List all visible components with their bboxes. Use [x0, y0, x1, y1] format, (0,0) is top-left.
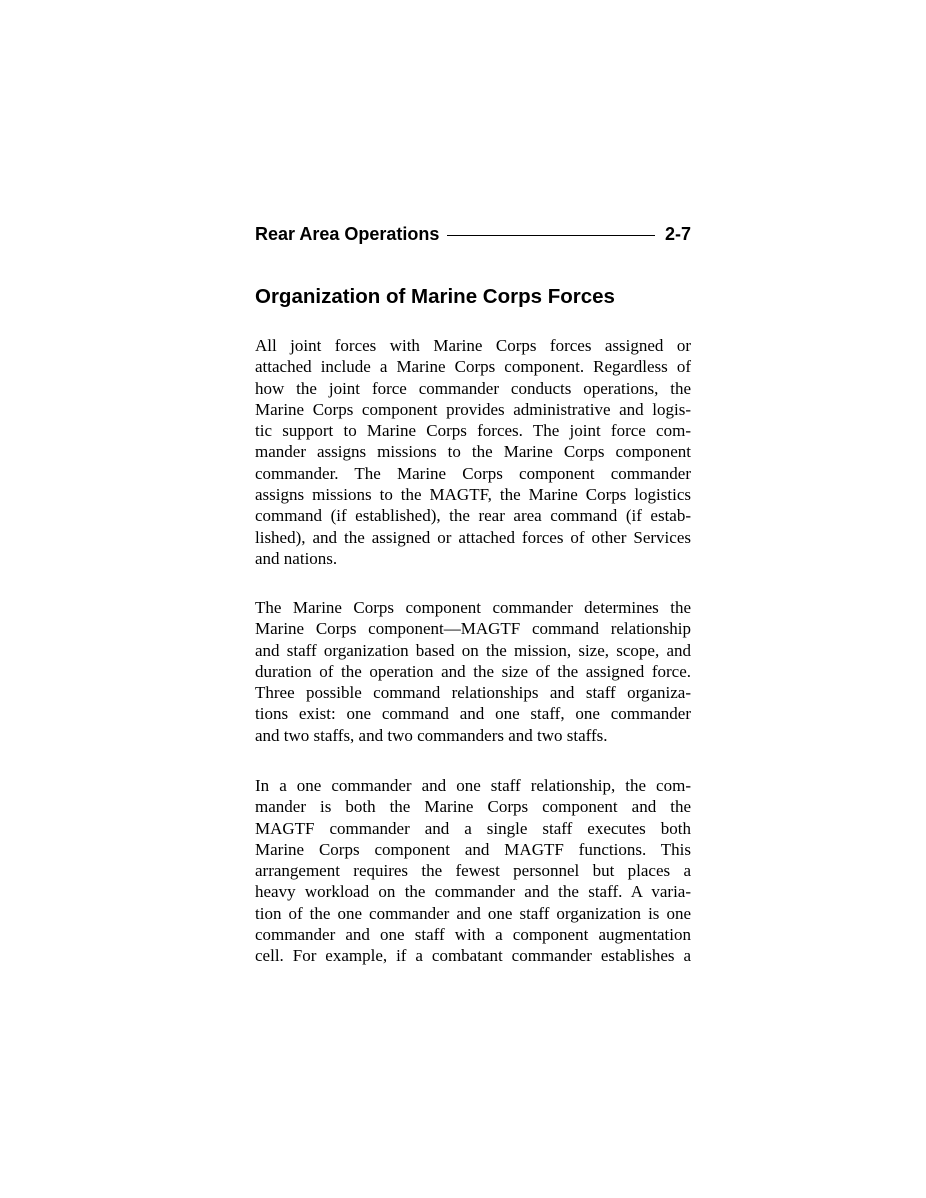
paragraph-line: The Marine Corps component commander determines the	[255, 598, 691, 617]
running-header	[255, 222, 691, 246]
paragraph-line: mander is both the Marine Corps component and the	[255, 797, 691, 817]
paragraph-2	[255, 597, 691, 746]
paragraph-line: mander assigns missions to the Marine Corps component	[255, 442, 691, 462]
paragraph-line: Three possible command relationships and staff organiza-	[255, 683, 691, 703]
running-header-title: Rear Area Operations	[255, 223, 440, 244]
paragraph-line: assigns missions to the MAGTF, the Marine Corps logistics	[255, 485, 691, 505]
paragraph-1	[255, 335, 691, 569]
paragraph-line: attached include a Marine Corps component. Regardless of	[255, 357, 691, 377]
paragraph-line: MAGTF commander and a single staff executes both	[255, 818, 691, 838]
paragraph-line: In a one commander and one staff relationship, the com-	[255, 776, 691, 795]
paragraph-line: how the joint force commander conducts operations, the	[255, 378, 691, 398]
paragraph-line: heavy workload on the commander and the staff. A varia-	[255, 882, 691, 902]
header-rule	[447, 235, 655, 236]
paragraph-line: tions exist: one command and one staff, one commander	[255, 704, 691, 724]
paragraph-line: duration of the operation and the size of the assigned force.	[255, 661, 691, 681]
paragraph-3	[255, 775, 691, 967]
paragraph-line: commander. The Marine Corps component commander	[255, 463, 691, 483]
paragraph-line: tion of the one commander and one staff organization is one	[255, 903, 691, 923]
paragraph-line: Marine Corps component provides administrative and logis-	[255, 399, 691, 419]
paragraph-line: arrangement requires the fewest personnel but places a	[255, 861, 691, 881]
paragraph-line: lished), and the assigned or attached forces of other Services	[255, 527, 691, 547]
paragraph-line: tic support to Marine Corps forces. The joint force com-	[255, 421, 691, 441]
paragraph-line: and nations.	[255, 548, 338, 568]
paragraph-line: command (if established), the rear area command (if estab-	[255, 506, 691, 526]
paragraph-line: Marine Corps component—MAGTF command relationship	[255, 619, 691, 639]
paragraph-line: cell. For example, if a combatant commander establishes a	[255, 946, 691, 966]
paragraph-line: commander and one staff with a component augmentation	[255, 925, 691, 945]
paragraph-line: and two staffs, and two commanders and two staffs.	[255, 725, 608, 745]
section-title: Organization of Marine Corps Forces	[255, 285, 615, 308]
paragraph-line: Marine Corps component and MAGTF functions. This	[255, 839, 691, 859]
paragraph-line: and staff organization based on the mission, size, scope, and	[255, 640, 691, 660]
page-number: 2-7	[664, 223, 691, 244]
paragraph-line: All joint forces with Marine Corps forces assigned or	[255, 336, 691, 355]
